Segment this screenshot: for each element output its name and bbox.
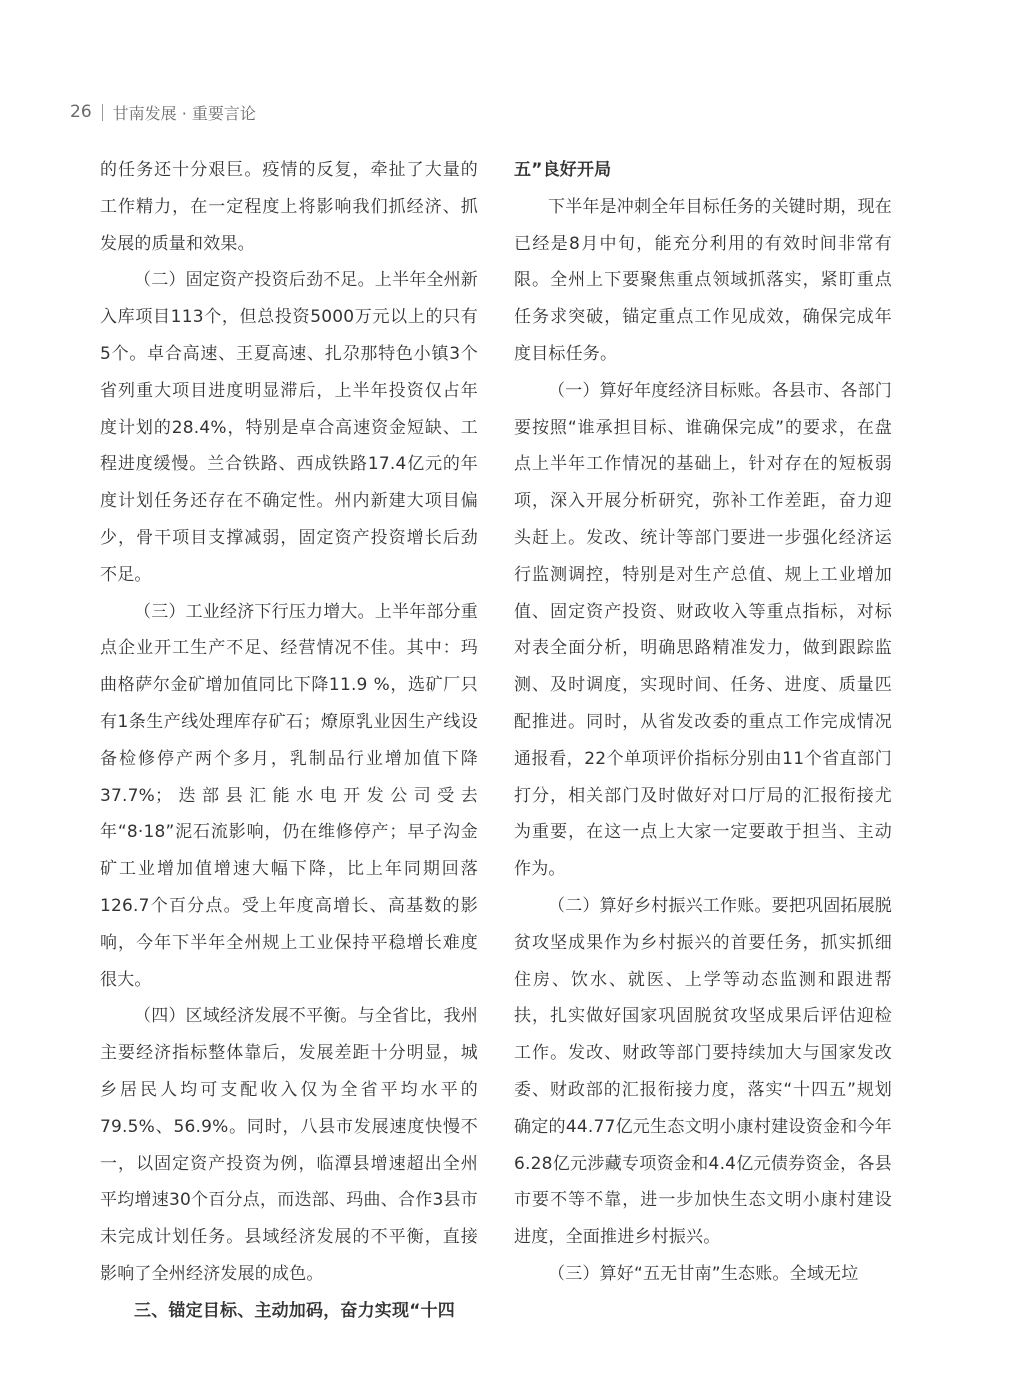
section-heading: 三、锚定目标、主动加码，奋力实现“十四 bbox=[134, 1300, 455, 1321]
right-column bbox=[514, 152, 892, 1293]
section-heading-continued: 五”良好开局 bbox=[514, 160, 612, 180]
paragraph: （三）工业经济下行压力增大。上半年部分重点企业开工生产不足、经营情况不佳。其中：玛曲格萨尔金矿增加值同比下降11.9 %，选矿厂只有1条生产线处理库存矿石；燎原乳业因生产线设备检修停产两个多月，乳制品行业增加值下降37.7%；迭部县汇能水电开发公司受去年“8·18”泥石流影响，仍在维修停产；早子沟金矿工业增加值增速大幅下降，比上年同期回落126.7个百分点。受上年度高增长、高基数的影响，今年下半年全州规上工业保持平稳增长难度很大。 bbox=[100, 601, 478, 990]
section-title: 甘南发展 · 重要言论 bbox=[112, 103, 256, 123]
left-column bbox=[100, 152, 478, 1330]
page-number: 26 bbox=[70, 102, 92, 122]
header-divider bbox=[102, 104, 103, 121]
paragraph: 的任务还十分艰巨。疫情的反复，牵扯了大量的工作精力，在一定程度上将影响我们抓经济、抓发展的质量和效果。 bbox=[100, 160, 478, 254]
paragraph: （一）算好年度经济目标账。各县市、各部门要按照“谁承担目标、谁确保完成”的要求，在盘点上半年工作情况的基础上，针对存在的短板弱项，深入开展分析研究，弥补工作差距，奋力迎头赶上。发改、统计等部门要进一步强化经济运行监测调控，特别是对生产总值、规上工业增加值、固定资产投资、财政收入等重点指标，对标对表全面分析，明确思路精准发力，做到跟踪监测、及时调度，实现时间、任务、进度、质量匹配推进。同时，从省发改委的重点工作完成情况通报看，22个单项评价指标分别由11个省直部门打分，相关部门及时做好对口厅局的汇报衔接尤为重要，在这一点上大家一定要敢于担当、主动作为。 bbox=[514, 380, 892, 880]
paragraph: （三）算好“五无甘南”生态账。全域无垃 bbox=[548, 1263, 859, 1284]
paragraph: （二）固定资产投资后劲不足。上半年全州新入库项目113个，但总投资5000万元以上的只有5个。卓合高速、王夏高速、扎尕那特色小镇3个省列重大项目进度明显滞后，上半年投资仅占年度计划的28.4%，特别是卓合高速资金短缺、工程进度缓慢。兰合铁路、西成铁路17.4亿元的年度计划任务还存在不确定性。州内新建大项目偏少，骨干项目支撑减弱，固定资产投资增长后劲不足。 bbox=[100, 270, 478, 585]
running-header bbox=[70, 100, 256, 124]
paragraph: （四）区域经济发展不平衡。与全省比，我州主要经济指标整体靠后，发展差距十分明显，城乡居民人均可支配收入仅为全省平均水平的79.5%、56.9%。同时，八县市发展速度快慢不一，以固定资产投资为例，临潭县增速超出全州平均增速30个百分点，而迭部、玛曲、合作3县市未完成计划任务。县域经济发展的不平衡，直接影响了全州经济发展的成色。 bbox=[100, 1006, 478, 1284]
paragraph: 下半年是冲刺全年目标任务的关键时期，现在已经是8月中旬，能充分利用的有效时间非常有限。全州上下要聚焦重点领域抓落实，紧盯重点任务求突破，锚定重点工作见成效，确保完成年度目标任务。 bbox=[514, 196, 892, 364]
paragraph: （二）算好乡村振兴工作账。要把巩固拓展脱贫攻坚成果作为乡村振兴的首要任务，抓实抓细住房、饮水、就医、上学等动态监测和跟进帮扶，扎实做好国家巩固脱贫攻坚成果后评估迎检工作。发改、财政等部门要持续加大与国家发改委、财政部的汇报衔接力度，落实“十四五”规划确定的44.77亿元生态文明小康村建设资金和今年6.28亿元涉藏专项资金和4.4亿元债券资金，各县市要不等不靠，进一步加快生态文明小康村建设进度，全面推进乡村振兴。 bbox=[514, 895, 892, 1248]
